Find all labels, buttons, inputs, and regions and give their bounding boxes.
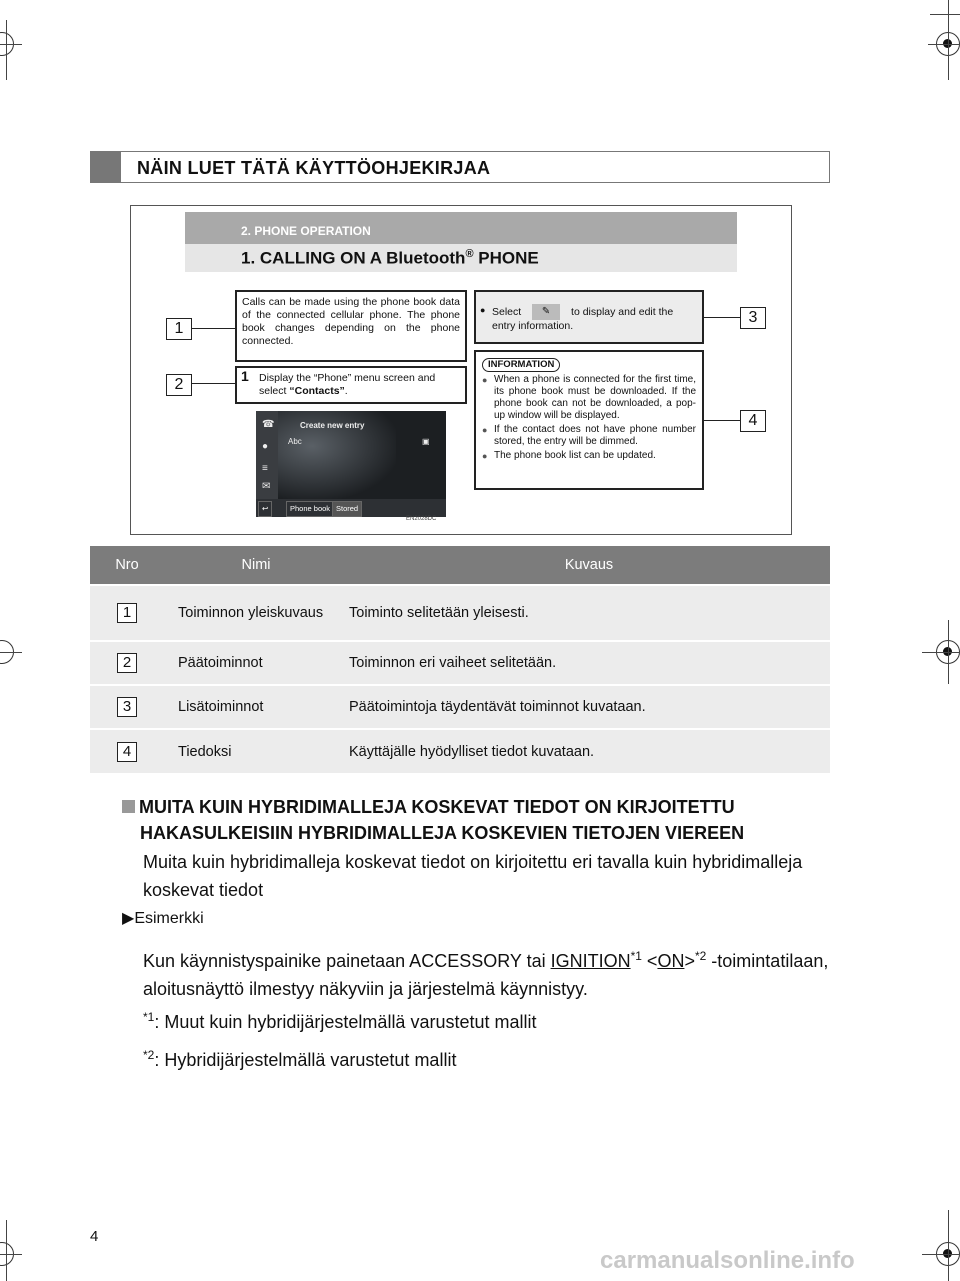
row-name: Toiminnon yleiskuvaus (164, 585, 348, 641)
contact-icon: ● (262, 441, 269, 452)
step-text: Display the “Phone” menu screen and select (259, 372, 436, 397)
callout-connector (192, 383, 235, 384)
step-bold: “Contacts” (289, 385, 345, 397)
edit-icon: ▣ (422, 437, 430, 446)
row-description: Päätoimintoja täydentävät toiminnot kuvataan. (348, 685, 830, 729)
row-number: 2 (117, 653, 137, 673)
callout-number: 2 (166, 374, 192, 396)
column-header-nimi: Nimi (164, 546, 348, 585)
information-box (474, 350, 704, 490)
phone-icon: ☎ (262, 419, 275, 430)
example-section-header (185, 212, 737, 272)
information-tag: INFORMATION (482, 358, 560, 372)
row-number: 3 (117, 697, 137, 717)
row-name: Tiedoksi (164, 729, 348, 773)
callout-connector (704, 317, 740, 318)
extra-text-post: to display and edit the entry information. (492, 305, 674, 332)
message-icon: ✉ (262, 481, 271, 492)
entry-name: Abc (288, 437, 302, 446)
chapter-title: 1. CALLING ON A Bluetooth® PHONE (241, 248, 539, 268)
crop-line (948, 620, 949, 684)
step-box: 1 Display the “Phone” menu screen and select “Contacts”. (235, 366, 467, 404)
example-text: Kun käynnistyspainike painetaan ACCESSORY tai $IGNITION^{*1} <ON>^{*2}$ -toimintatilaan, aloitusnäyttö ilmestyy näkyviin ja järjestelmä käynnistyy. (143, 949, 829, 999)
page-number: 4 (90, 1228, 99, 1245)
table-row (90, 729, 830, 773)
crop-line (948, 1210, 949, 1281)
callout-connector (192, 328, 235, 329)
crop-line (922, 1254, 960, 1255)
crop-line (922, 652, 960, 653)
extra-text-pre: Select (492, 305, 522, 318)
row-description: Käyttäjälle hyödylliset tiedot kuvataan. (348, 729, 830, 773)
callout-number: 4 (740, 410, 766, 432)
screen-thumbnail (256, 411, 446, 517)
footnote-2: $^{*2}$: Hybridijärjestelmällä varustetut mallit (143, 1048, 457, 1070)
crop-line (948, 0, 949, 80)
crop-line (930, 14, 960, 15)
on-term: ON (657, 951, 685, 971)
info-bullet: ● When a phone is connected for the first time, its phone book must be downloaded. If the phone book can not be downloaded, a pop-up window will be displayed. (482, 374, 696, 422)
section-heading: MUITA KUIN HYBRIDIMALLEJA KOSKEVAT TIEDOT ON KIRJOITETTU HAKASULKEISIIN HYBRIDIMALLEJA KOSKEVIEN TIETOJEN VIEREEN (122, 794, 830, 846)
section-label: 2. PHONE OPERATION (241, 224, 371, 238)
footnote-1: $^{*1}$: Muut kuin hybridijärjestelmällä varustetut mallit (143, 1010, 537, 1032)
crop-line (0, 44, 22, 45)
screen-code: EN2028DC (406, 516, 437, 522)
step-number: 1 (241, 368, 249, 384)
edit-entry-icon: ✎ (532, 304, 560, 320)
watermark: carmanualsonline.info (600, 1247, 855, 1274)
row-number: 1 (117, 603, 137, 623)
row-name: Päätoiminnot (164, 641, 348, 685)
row-number: 4 (117, 742, 137, 762)
column-header-nro: Nro (90, 546, 164, 585)
example-label: ▶Esimerkki (122, 910, 204, 927)
back-button: ↩ (258, 501, 272, 517)
table-header-row (90, 546, 830, 585)
heading-square-icon (122, 800, 135, 813)
header-block (91, 152, 121, 182)
page-title: NÄIN LUET TÄTÄ KÄYTTÖOHJEKIRJAA (137, 158, 491, 178)
overview-text: Calls can be made using the phone book data of the connected cellular phone. The phone book changes depending on the phone connected. (242, 296, 460, 347)
list-icon: ≡ (262, 463, 268, 474)
tab-phonebook: Phone book (286, 501, 334, 517)
crop-line (6, 20, 7, 80)
overview-box (235, 290, 467, 362)
tab-stored: Stored (332, 501, 362, 517)
create-entry-label: Create new entry (300, 421, 365, 430)
info-bullet: ● If the contact does not have phone number stored, the entry will be dimmed. (482, 424, 696, 448)
ignition-term: IGNITION (550, 951, 631, 971)
row-name: Lisätoiminnot (164, 685, 348, 729)
row-description: Toiminnon eri vaiheet selitetään. (348, 641, 830, 685)
crop-line (928, 44, 960, 45)
callout-connector (704, 420, 740, 421)
extra-box: ● Select ✎ to display and edit the entry information. (474, 290, 704, 344)
callout-number: 3 (740, 307, 766, 329)
callout-number: 1 (166, 318, 192, 340)
section-paragraph: Muita kuin hybridimalleja koskevat tiedot on kirjoitettu eri tavalla kuin hybridimalleja koskevat tiedot (143, 852, 803, 900)
legend-table (90, 546, 830, 773)
table-row (90, 685, 830, 729)
crop-line (6, 1220, 7, 1281)
triangle-icon: ▶ (122, 910, 135, 927)
crop-line (0, 652, 22, 653)
info-bullet: ● The phone book list can be updated. (482, 450, 696, 462)
crop-line (0, 1254, 22, 1255)
row-description: Toiminto selitetään yleisesti. (348, 585, 830, 641)
page-header-bar (90, 151, 830, 183)
table-row (90, 585, 830, 641)
table-row (90, 641, 830, 685)
column-header-kuvaus: Kuvaus (348, 546, 830, 585)
